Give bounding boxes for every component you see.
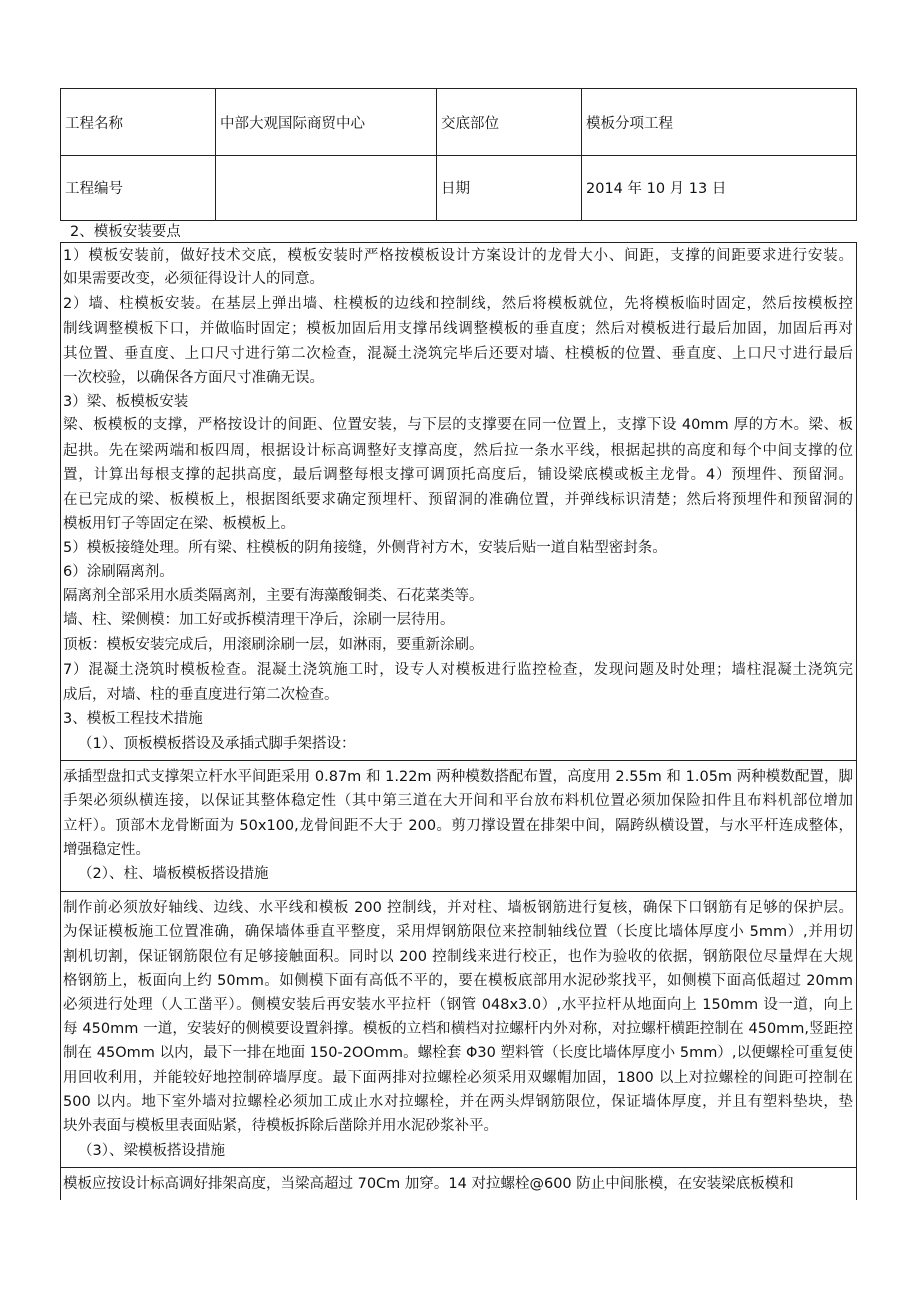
- text-line: 用回收利用，并能较好地控制碎墙厚度。最下面两排对拉螺栓必须采用双螺帽加固，1800 以上对拉螺栓的间距可控制在: [63, 1070, 853, 1086]
- text-line: 块外表面与模板里表面贴紧，待模板拆除后凿除并用水泥砂浆补平。: [63, 1118, 498, 1134]
- text-line: 成后，对墙、柱的垂直度进行第二次检查。: [63, 687, 339, 703]
- text-line: 梁、板模板的支撑，严格按设计的间距、位置安装，与下层的支撑要在同一位置上，支撑下设 40mm 厚的方木。梁、板: [63, 417, 853, 433]
- text-line: （1）、顶板模板搭设及承插式脚手架搭设：: [78, 736, 356, 752]
- divider: [60, 891, 857, 892]
- text-line: （2）、柱、墙板模板搭设措施: [78, 866, 269, 882]
- text-line: 制作前必须放好轴线、边线、水平线和模板 200 控制线，并对柱、墙板钢筋进行复核，确保下口钢筋有足够的保护层。: [63, 900, 853, 916]
- text-line: 置，计算出每根支撑的起拱高度，最后调整每根支撑可调顶托高度后，铺设梁底模或板主龙骨。4）预埋件、预留洞。: [63, 467, 853, 483]
- text-line: 1）模板安装前，做好技术交底，模板安装时严格按模板设计方案设计的龙骨大小、间距，支撑的间距要求进行安装。: [63, 248, 853, 264]
- text-line: 如果需要改变，必须征得设计人的同意。: [63, 271, 324, 287]
- disclosure-part-value: 模板分项工程: [586, 115, 673, 132]
- project-no-value: [216, 155, 437, 220]
- text-line: 制在 45Omm 以内，最下一排在地面 150-2OOmm。螺栓套 Φ30 塑料管（长度比墙体厚度小 5mm）,以便螺栓可重复使: [63, 1045, 853, 1061]
- text-line: 5）模板接缝处理。所有梁、柱模板的阴角接缝，外侧背衬方木，安装后贴一道自粘型密封条。: [63, 540, 667, 556]
- text-line: 承插型盘扣式支撑架立杆水平间距采用 0.87m 和 1.22m 两种模数搭配布置，高度用 2.55m 和 1.05m 两种模数配置，脚: [63, 769, 853, 785]
- text-line: 墙、柱、梁侧模：加工好或拆模清理干净后，涂刷一层待用。: [63, 612, 455, 628]
- text-line: （3）、梁模板搭设措施: [78, 1143, 225, 1159]
- text-line: 7）混凝土浇筑时模板检查。混凝土浇筑施工时，设专人对模板进行监控检查，发现问题及时处理；墙柱混凝土浇筑完: [63, 662, 853, 678]
- project-name-label: 工程名称: [61, 89, 216, 155]
- disclosure-part-label: 交底部位: [437, 89, 582, 155]
- project-no-label: 工程编号: [61, 155, 216, 220]
- text-line: 500 以内。地下室外墙对拉螺栓必须加工成止水对拉螺栓，并在两头焊钢筋限位，保证墙体厚度，并且有塑料垫块，垫: [63, 1094, 853, 1110]
- text-line: 模板用钉子等固定在梁、板模板上。: [63, 516, 295, 532]
- text-line: 3）梁、板模板安装: [63, 394, 189, 410]
- project-name-value: 中部大观国际商贸中心: [216, 89, 437, 155]
- date-label: 日期: [437, 155, 582, 220]
- text-line: 必须进行处理（人工凿平）。侧模安装后再安装水平拉杆（钢管 048x3.0）,水平拉杆从地面向上 150mm 设一道，向上: [63, 997, 853, 1013]
- text-line: 格钢筋上，板面向上约 50mm。如侧模下面有高低不平的，要在模板底部用水泥砂浆找平，如侧模下面高低超过 20mm: [63, 973, 853, 989]
- text-line: 隔离剂全部采用水质类隔离剂，主要有海藻酸铜类、石花菜类等。: [63, 588, 484, 604]
- text-line: 制线调整模板下口，并做临时固定；模板加固后用支撑吊线调整模板的垂直度；然后对模板进行最后加固，加固后再对: [63, 321, 853, 337]
- section-title: 2、模板安装要点: [70, 224, 181, 240]
- text-line: 为保证模板施工位置准确，确保墙体垂直平整度，采用焊钢筋限位来控制轴线位置（长度比墙体厚度小 5mm）,并用切: [63, 924, 853, 940]
- text-line: 模板应按设计标高调好排架高度，当梁高超过 70Cm 加穿。14 对拉螺栓@600 防止中间胀模，在安装梁底板模和: [63, 1176, 794, 1192]
- text-line: 6）涂刷隔离剂。: [63, 564, 174, 580]
- text-line: 2）墙、柱模板安装。在基层上弹出墙、柱模板的边线和控制线，然后将模板就位，先将模板临时固定，然后按模板控: [63, 296, 853, 312]
- date-value: 2014 年 10 月 13 日: [586, 181, 727, 197]
- text-line: 在已完成的梁、板模板上，根据图纸要求确定预埋杆、预留洞的准确位置，并弹线标识清楚；然后将预埋件和预留洞的: [63, 492, 853, 508]
- text-line: 手架必须纵横连接，以保证其整体稳定性（其中第三道在大开间和平台放布料机位置必须加保险扣件且布料机部位增加: [63, 793, 853, 809]
- text-line: 其位置、垂直度、上口尺寸进行第二次检查，混凝土浇筑完毕后还要对墙、柱模板的位置、垂直度、上口尺寸进行最后: [63, 346, 853, 362]
- text-line: 增强稳定性。: [63, 842, 150, 858]
- text-line: 起拱。先在梁两端和板四周，根据设计标高调整好支撑高度，然后拉一条水平线，根据起拱的高度和每个中间支撑的位: [63, 443, 853, 459]
- text-line: 立杆）。顶部木龙骨断面为 50x100,龙骨间距不大于 200。剪刀撑设置在排架中间，隔跨纵横设置，与水平杆连成整体，: [63, 818, 853, 834]
- header-table: [60, 88, 857, 221]
- divider: [60, 1167, 857, 1168]
- text-line: 割机切割，保证钢筋限位有足够接触面积。同时以 200 控制线来进行校正，也作为验收的依据，钢筋限位尽量焊在大规: [63, 949, 853, 965]
- text-line: 每 450mm 一道，安装好的侧模要设置斜撑。模板的立档和横档对拉螺杆内外对称，对拉螺杆横距控制在 450mm,竖距控: [63, 1021, 853, 1037]
- text-line: 3、模板工程技术措施: [63, 711, 203, 727]
- text-line: 顶板：模板安装完成后，用滚刷涂刷一层，如淋雨，要重新涂刷。: [63, 637, 484, 653]
- text-line: 一次校验，以确保各方面尺寸准确无误。: [63, 370, 324, 386]
- divider: [60, 760, 857, 761]
- header-row: [61, 89, 856, 156]
- header-row: [61, 155, 856, 220]
